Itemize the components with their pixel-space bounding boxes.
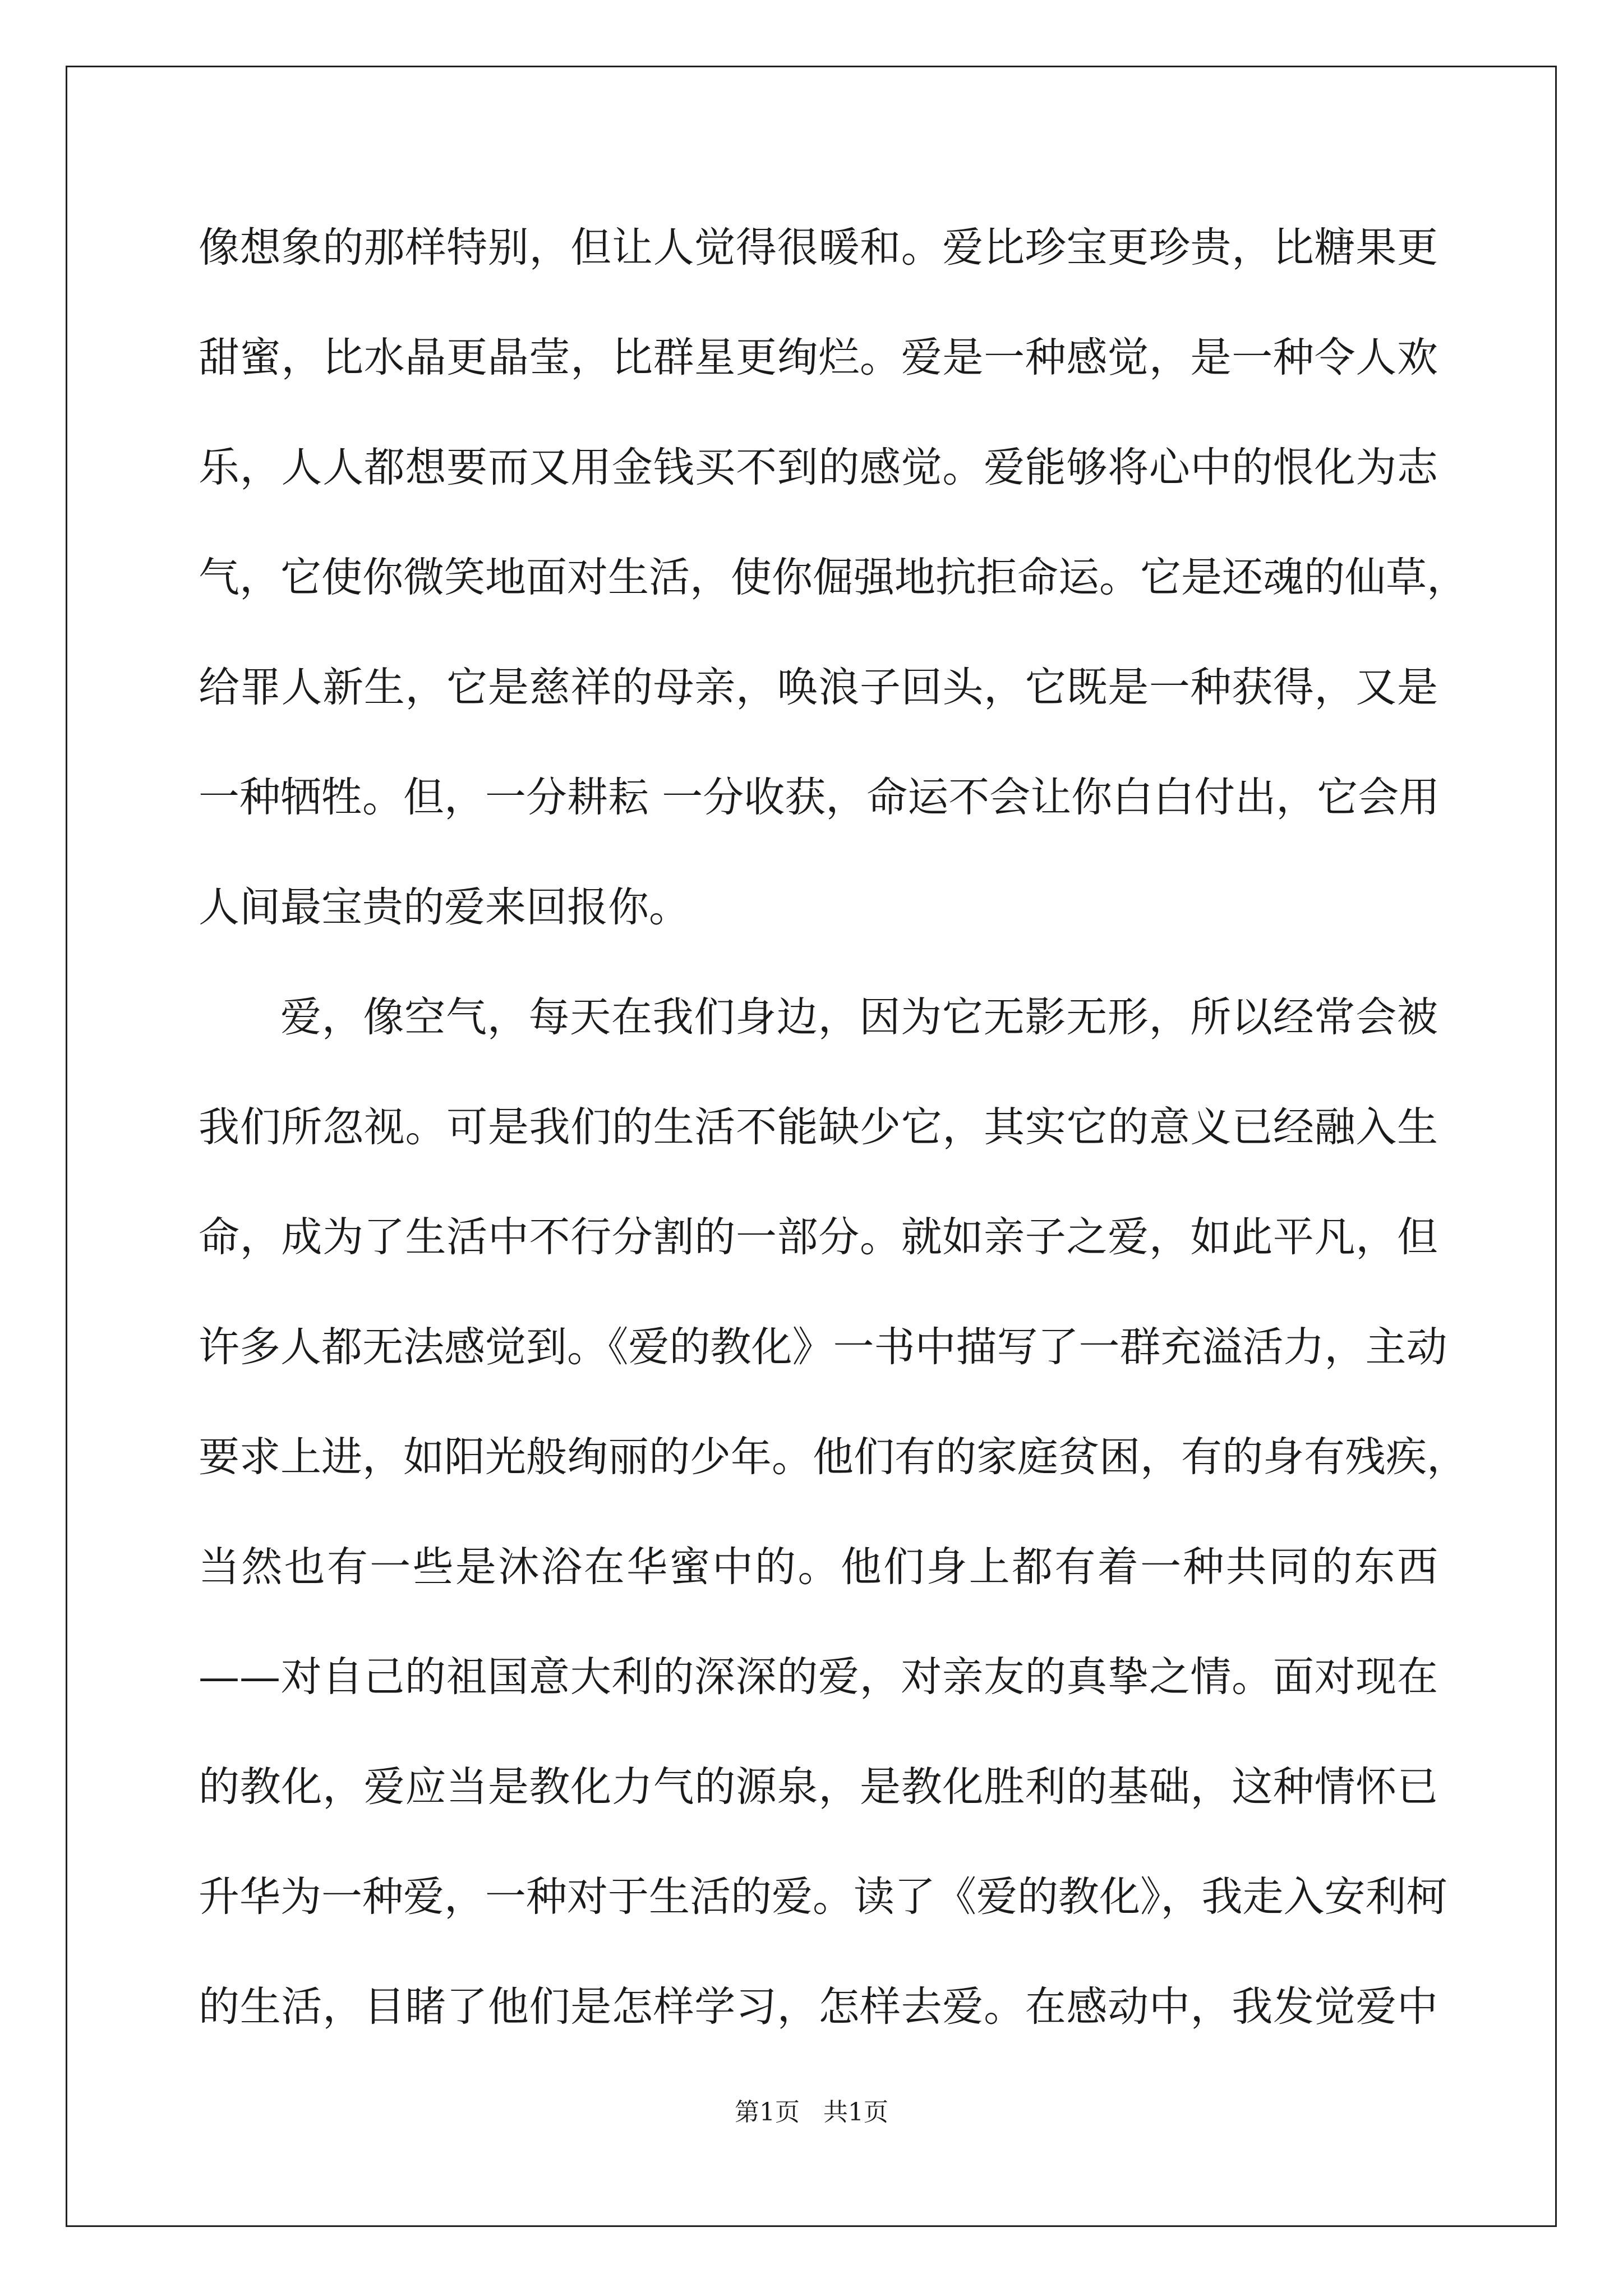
text-line: 人间最宝贵的爱来回报你。 <box>199 884 690 931</box>
text-line: 的生活，目睹了他们是怎样学习，怎样去爱。在感动中，我发觉爱中 <box>199 1983 1438 2031</box>
text-line: 像想象的那样特别，但让人觉得很暖和。爱比珍宝更珍贵，比糖果更 <box>199 224 1438 272</box>
text-line: 许多人都无法感觉到。《爱的教化》一书中描写了一群充溢活力，主动 <box>199 1323 1447 1371</box>
page-footer <box>0 2096 1623 2129</box>
text-line: 一种牺牲。但，一分耕耘 一分收获，命运不会让你白白付出，它会用 <box>199 774 1440 821</box>
text-line: ——对自己的祖国意大利的深深的爱，对亲友的真挚之情。面对现在 <box>199 1653 1438 1701</box>
text-line: 命，成为了生活中不行分割的一部分。就如亲子之爱，如此平凡，但 <box>199 1213 1438 1261</box>
text-line: 升华为一种爱，一种对于生活的爱。读了《爱的教化》，我走入安利柯 <box>199 1873 1447 1921</box>
text-line: 当然也有一些是沐浴在华蜜中的。他们身上都有着一种共同的东西 <box>199 1543 1438 1591</box>
text-line: 爱，像空气，每天在我们身边，因为它无影无形，所以经常会被 <box>280 993 1438 1041</box>
page-total: 共1页 <box>823 2098 888 2127</box>
text-line: 我们所忽视。可是我们的生活不能缺少它，其实它的意义已经融入生 <box>199 1103 1438 1151</box>
text-line: 甜蜜，比水晶更晶莹，比群星更绚烂。爱是一种感觉，是一种令人欢 <box>199 334 1438 381</box>
text-line: 要求上进，如阳光般绚丽的少年。他们有的家庭贫困，有的身有残疾， <box>199 1433 1468 1481</box>
page-number: 第1页 <box>735 2098 800 2127</box>
text-line: 乐，人人都想要而又用金钱买不到的感觉。爱能够将心中的恨化为志 <box>199 444 1438 491</box>
text-line: 气，它使你微笑地面对生活，使你倔强地抗拒命运。它是还魂的仙草， <box>199 554 1468 601</box>
text-line: 给罪人新生，它是慈祥的母亲，唤浪子回头，它既是一种获得，又是 <box>199 664 1438 711</box>
text-line: 的教化，爱应当是教化力气的源泉，是教化胜利的基础，这种情怀已 <box>199 1763 1438 1811</box>
